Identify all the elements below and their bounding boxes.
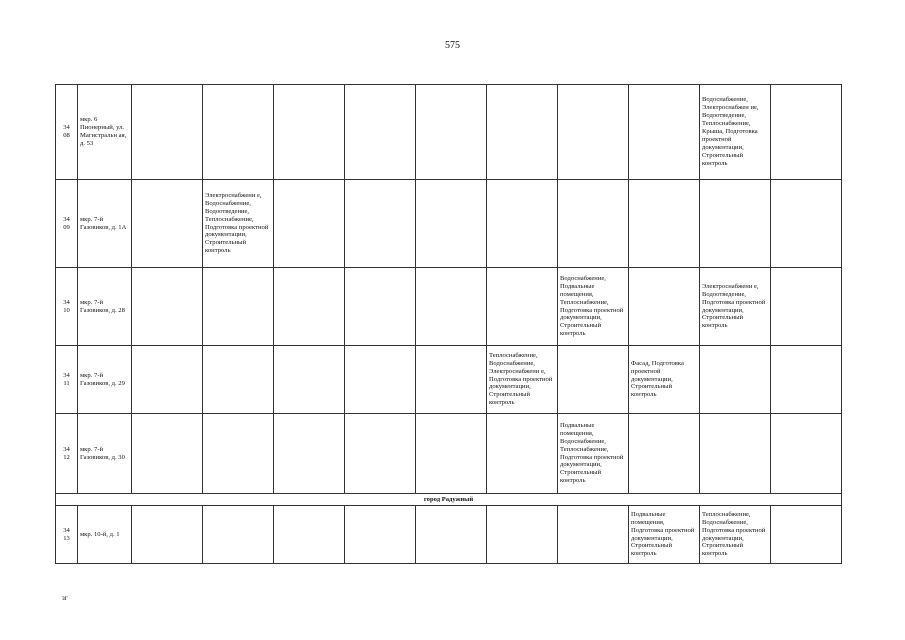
- empty-cell: [132, 85, 203, 180]
- empty-cell: [203, 506, 274, 564]
- row-address: мкр. 10-й, д. 1: [78, 506, 132, 564]
- empty-cell: [345, 346, 416, 414]
- row-number: 34 13: [56, 506, 78, 564]
- work-description-cell: Водоснабжение, Подвальные помещения, Теплоснабжение, Подготовка проектной документации, Строительный контроль: [558, 268, 629, 346]
- city-name: город Радужный: [56, 494, 842, 506]
- table-row: [56, 506, 842, 564]
- empty-cell: [558, 180, 629, 268]
- table-row: [56, 85, 842, 180]
- work-description-cell: Подвальные помещения, Водоснабжение, Теплоснабжение, Подготовка проектной документации, Строительный контроль: [558, 414, 629, 494]
- empty-cell: [629, 85, 700, 180]
- empty-cell: [132, 506, 203, 564]
- row-number: 34 12: [56, 414, 78, 494]
- empty-cell: [203, 268, 274, 346]
- empty-cell: [345, 268, 416, 346]
- empty-cell: [274, 85, 345, 180]
- table-row: [56, 414, 842, 494]
- empty-cell: [416, 268, 487, 346]
- empty-cell: [345, 506, 416, 564]
- empty-cell: [487, 268, 558, 346]
- empty-cell: [203, 346, 274, 414]
- row-address: мкр. 7-й Газовиков, д. 30: [78, 414, 132, 494]
- work-description-cell: Теплоснабжение, Водоснабжение, Подготовка проектной документации, Строительный контроль: [700, 506, 771, 564]
- empty-cell: [487, 506, 558, 564]
- row-number: 34 11: [56, 346, 78, 414]
- city-header-row: [56, 494, 842, 506]
- table-row: [56, 268, 842, 346]
- work-description-cell: Водоснабжение, Электроснабжен ие, Водоотведение, Теплоснабжение, Крыша, Подготовка проектной документации, Строительный контроль: [700, 85, 771, 180]
- empty-cell: [771, 85, 842, 180]
- empty-cell: [132, 180, 203, 268]
- row-address: мкр. 7-й Газовиков, д. 29: [78, 346, 132, 414]
- footer-mark: зг: [62, 594, 68, 602]
- page-number: 575: [445, 40, 460, 51]
- empty-cell: [700, 180, 771, 268]
- empty-cell: [132, 268, 203, 346]
- empty-cell: [345, 180, 416, 268]
- row-address: мкр. 7-й Газовиков, д. 1А: [78, 180, 132, 268]
- empty-cell: [345, 85, 416, 180]
- row-address: мкр. 6 Пионерный, ул. Магистральн ая, д. 53: [78, 85, 132, 180]
- table-row: [56, 180, 842, 268]
- empty-cell: [771, 180, 842, 268]
- empty-cell: [558, 85, 629, 180]
- empty-cell: [416, 180, 487, 268]
- empty-cell: [487, 414, 558, 494]
- empty-cell: [416, 85, 487, 180]
- empty-cell: [132, 346, 203, 414]
- empty-cell: [274, 180, 345, 268]
- empty-cell: [132, 414, 203, 494]
- empty-cell: [274, 346, 345, 414]
- empty-cell: [771, 506, 842, 564]
- empty-cell: [203, 414, 274, 494]
- row-number: 34 08: [56, 85, 78, 180]
- empty-cell: [345, 414, 416, 494]
- empty-cell: [274, 268, 345, 346]
- empty-cell: [771, 414, 842, 494]
- empty-cell: [416, 414, 487, 494]
- table-row: [56, 346, 842, 414]
- empty-cell: [629, 414, 700, 494]
- empty-cell: [700, 346, 771, 414]
- empty-cell: [416, 506, 487, 564]
- empty-cell: [487, 180, 558, 268]
- empty-cell: [274, 506, 345, 564]
- work-description-cell: Электроснабжени е, Водоотведение, Подготовка проектной документации, Строительный контроль: [700, 268, 771, 346]
- empty-cell: [558, 506, 629, 564]
- empty-cell: [487, 85, 558, 180]
- row-number: 34 09: [56, 180, 78, 268]
- row-address: мкр. 7-й Газовиков, д. 28: [78, 268, 132, 346]
- work-description-cell: Фасад, Подготовка проектной документации, Строительный контроль: [629, 346, 700, 414]
- empty-cell: [558, 346, 629, 414]
- row-number: 34 10: [56, 268, 78, 346]
- work-description-cell: Подвальные помещения, Подготовка проектной документации, Строительный контроль: [629, 506, 700, 564]
- empty-cell: [416, 346, 487, 414]
- work-description-cell: Теплоснабжение, Водоснабжение, Электроснабжени е, Подготовка проектной документации, Строительный контроль: [487, 346, 558, 414]
- work-description-cell: Электроснабжени е, Водоснабжение, Водоотведение, Теплоснабжение, Подготовка проектной документации, Строительный контроль: [203, 180, 274, 268]
- empty-cell: [700, 414, 771, 494]
- empty-cell: [771, 346, 842, 414]
- empty-cell: [203, 85, 274, 180]
- empty-cell: [771, 268, 842, 346]
- work-schedule-table: [55, 84, 842, 564]
- empty-cell: [629, 268, 700, 346]
- empty-cell: [629, 180, 700, 268]
- empty-cell: [274, 414, 345, 494]
